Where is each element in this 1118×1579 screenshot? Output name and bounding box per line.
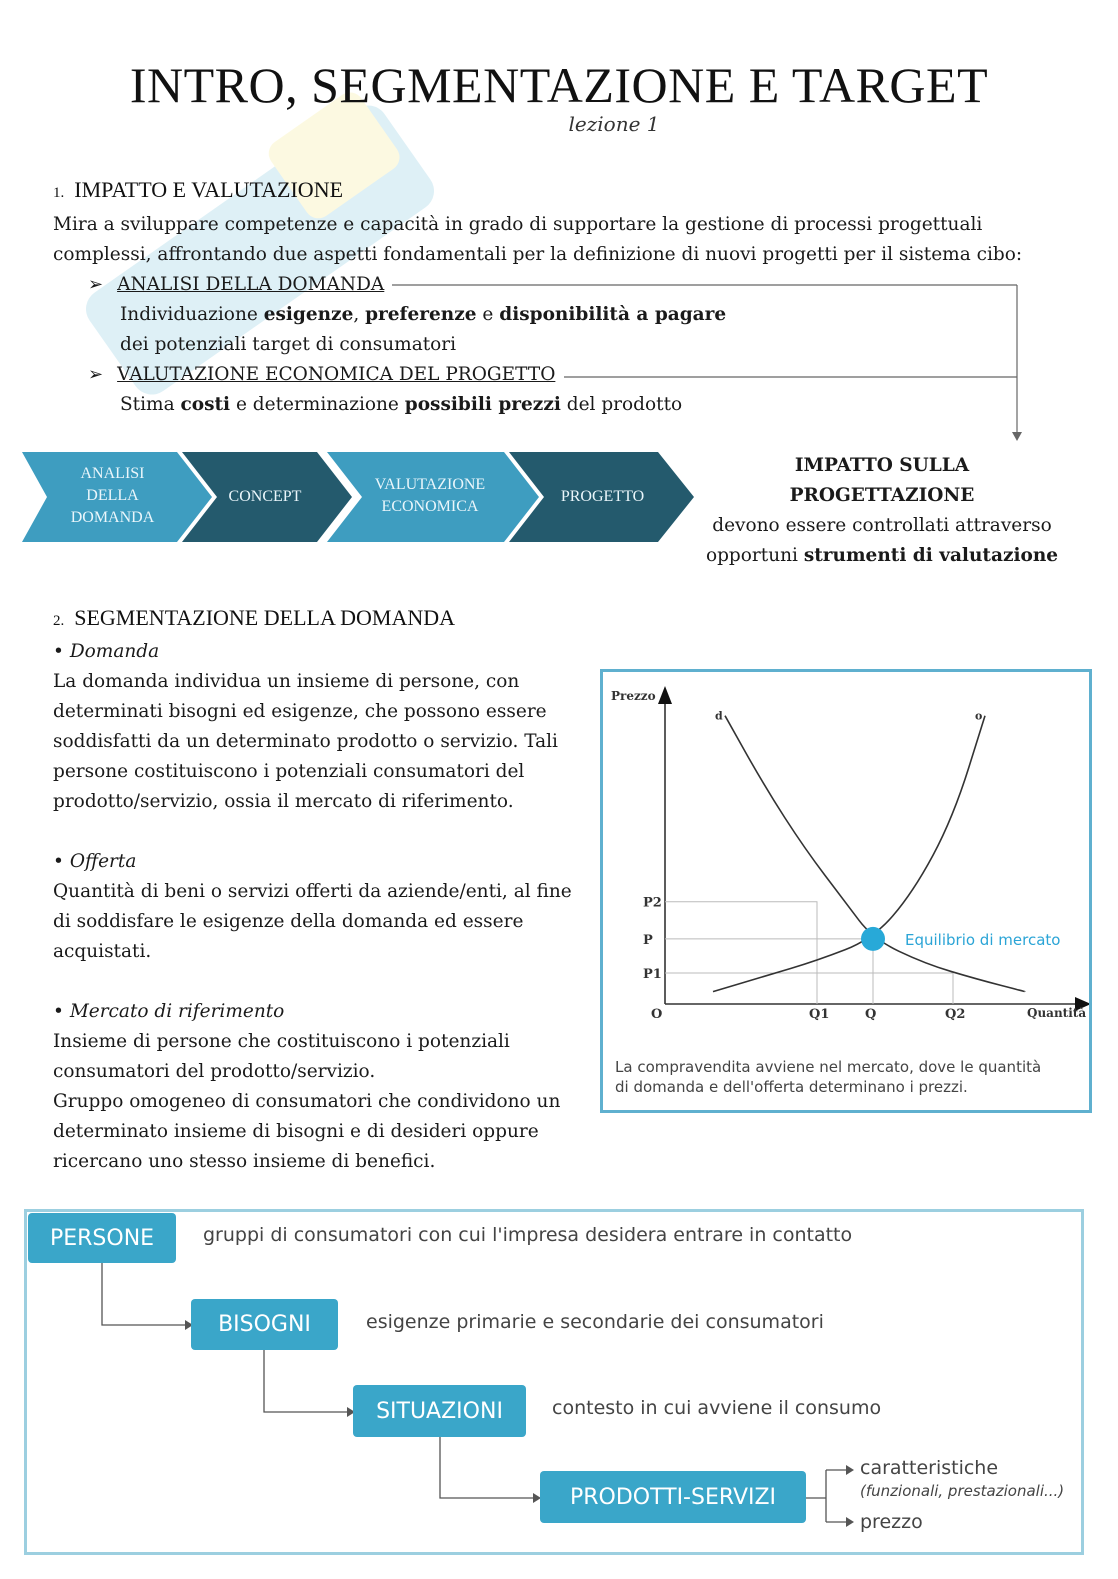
section2-heading (53, 605, 455, 631)
y-axis-label: Prezzo (611, 689, 656, 703)
bisogni-box: BISOGNI (191, 1299, 338, 1350)
prodotti-box: PRODOTTI-SERVIZI (540, 1471, 806, 1523)
item1-title: ANALISI DELLA DOMANDA (117, 274, 385, 295)
intro-line: Mira a sviluppare competenze e capacità in grado di supportare la gestione di processi progettuali (53, 214, 983, 235)
mercato-title: • Mercato di riferimento (53, 1001, 285, 1022)
section2-number: 2. (53, 613, 65, 629)
section1-title: IMPATTO E VALUTAZIONE (74, 177, 344, 202)
arrow-bullet-icon: ➢ (88, 364, 104, 385)
branch-prezzo: prezzo (860, 1511, 923, 1533)
offerta-line: di soddisfare le esigenze della domanda ed essere (53, 911, 524, 932)
persone-desc: gruppi di consumatori con cui l'impresa desidera entrare in contatto (203, 1224, 853, 1246)
supply-demand-chart (600, 669, 1092, 1113)
chevron-analisi-label: ANALISI DELLA DOMANDA (70, 465, 155, 526)
guide-p1-q2 (665, 973, 953, 1004)
impact-title: IMPATTO SULLA PROGETTAZIONE (789, 455, 975, 506)
x-tick-label: O (651, 1007, 663, 1022)
item2-title: VALUTAZIONE ECONOMICA DEL PROGETTO (117, 364, 556, 385)
mercato-line: ricercano uno stesso insieme di benefici. (53, 1151, 436, 1172)
y-tick-label: P1 (643, 967, 662, 982)
bisogni-desc: esigenze primarie e secondarie dei consumatori (366, 1311, 824, 1333)
branch-caratteristiche: caratteristiche (860, 1457, 999, 1479)
x-tick-label: Q2 (945, 1007, 966, 1022)
domanda-line: persone costituiscono i potenziali consumatori del (53, 761, 525, 782)
section2-text (53, 637, 598, 1177)
series-d-label: d (715, 709, 723, 723)
chevron-progetto-label: PROGETTO (560, 488, 645, 505)
offerta-line: acquistati. (53, 941, 152, 962)
y-tick-label: P (643, 932, 653, 948)
x-tick-label: Q1 (809, 1007, 830, 1022)
mercato-line: consumatori del prodotto/servizio. (53, 1061, 376, 1082)
equilibrium-point (861, 927, 885, 951)
offerta-title: • Offerta (53, 851, 137, 872)
section2-title: SEGMENTAZIONE DELLA DOMANDA (74, 605, 456, 630)
domanda-line: soddisfatti da un determinato prodotto o servizio. Tali (53, 731, 558, 752)
x-axis-label: Quantità (1027, 1006, 1087, 1020)
section1-number: 1. (53, 185, 65, 201)
situazioni-desc: contesto in cui avviene il consumo (552, 1397, 882, 1419)
domanda-line: La domanda individua un insieme di persone, con (53, 671, 520, 692)
equilibrium-label: Equilibrio di mercato (905, 930, 1061, 949)
impact-box (704, 451, 1060, 571)
item1-desc-line2: dei potenziali target di consumatori (120, 334, 457, 355)
chart-caption-line2: di domanda e dell'offerta determinano i prezzi. (615, 1078, 968, 1096)
mercato-line: determinato insieme di bisogni e di desideri oppure (53, 1121, 539, 1142)
guide-p2-q1 (665, 902, 817, 1004)
impact-line3: opportuni strumenti di valutazione (705, 545, 1059, 566)
series-o-line (713, 716, 985, 992)
intro-line: complessi, affrontando due aspetti fondamentali per la definizione di nuovi progetti per il sistema cibo: (53, 244, 1023, 265)
y-tick-label: P2 (643, 895, 662, 911)
x-tick-label: Q (865, 1007, 877, 1022)
offerta-line: Quantità di beni o servizi offerti da aziende/enti, al fine (53, 881, 572, 902)
branch-caratteristiche-sub: (funzionali, prestazionali...) (860, 1482, 1065, 1500)
chart-svg (603, 672, 1089, 1110)
mercato-line: Gruppo omogeneo di consumatori che condividono un (53, 1091, 561, 1112)
series-o-label: o (975, 709, 983, 723)
item1-desc: Individuazione esigenze, preferenze e disponibilità a pagare (120, 304, 727, 325)
mercato-line: Insieme di persone che costituiscono i potenziali (53, 1031, 510, 1052)
domanda-line: prodotto/servizio, ossia il mercato di riferimento. (53, 791, 514, 812)
connector-lines (0, 0, 1118, 460)
arrow-bullet-icon: ➢ (88, 274, 104, 295)
impact-line2: devono essere controllati attraverso (712, 515, 1052, 536)
page-title: INTRO, SEGMENTAZIONE E TARGET (129, 57, 989, 113)
persone-box: PERSONE (28, 1213, 176, 1263)
situazioni-box: SITUAZIONI (353, 1385, 526, 1437)
chart-caption-line1: La compravendita avviene nel mercato, dove le quantità (615, 1058, 1042, 1076)
y-axis-arrow (658, 686, 672, 704)
page-subtitle: lezione 1 (568, 112, 660, 136)
item2-desc: Stima costi e determinazione possibili prezzi del prodotto (120, 394, 683, 415)
domanda-line: determinati bisogni ed esigenze, che possono essere (53, 701, 547, 722)
guide-p-q (665, 939, 873, 1004)
chevron-concept-label: CONCEPT (228, 488, 302, 505)
domanda-title: • Domanda (53, 641, 160, 662)
chevron-valutazione-label: VALUTAZIONE ECONOMICA (374, 476, 486, 515)
